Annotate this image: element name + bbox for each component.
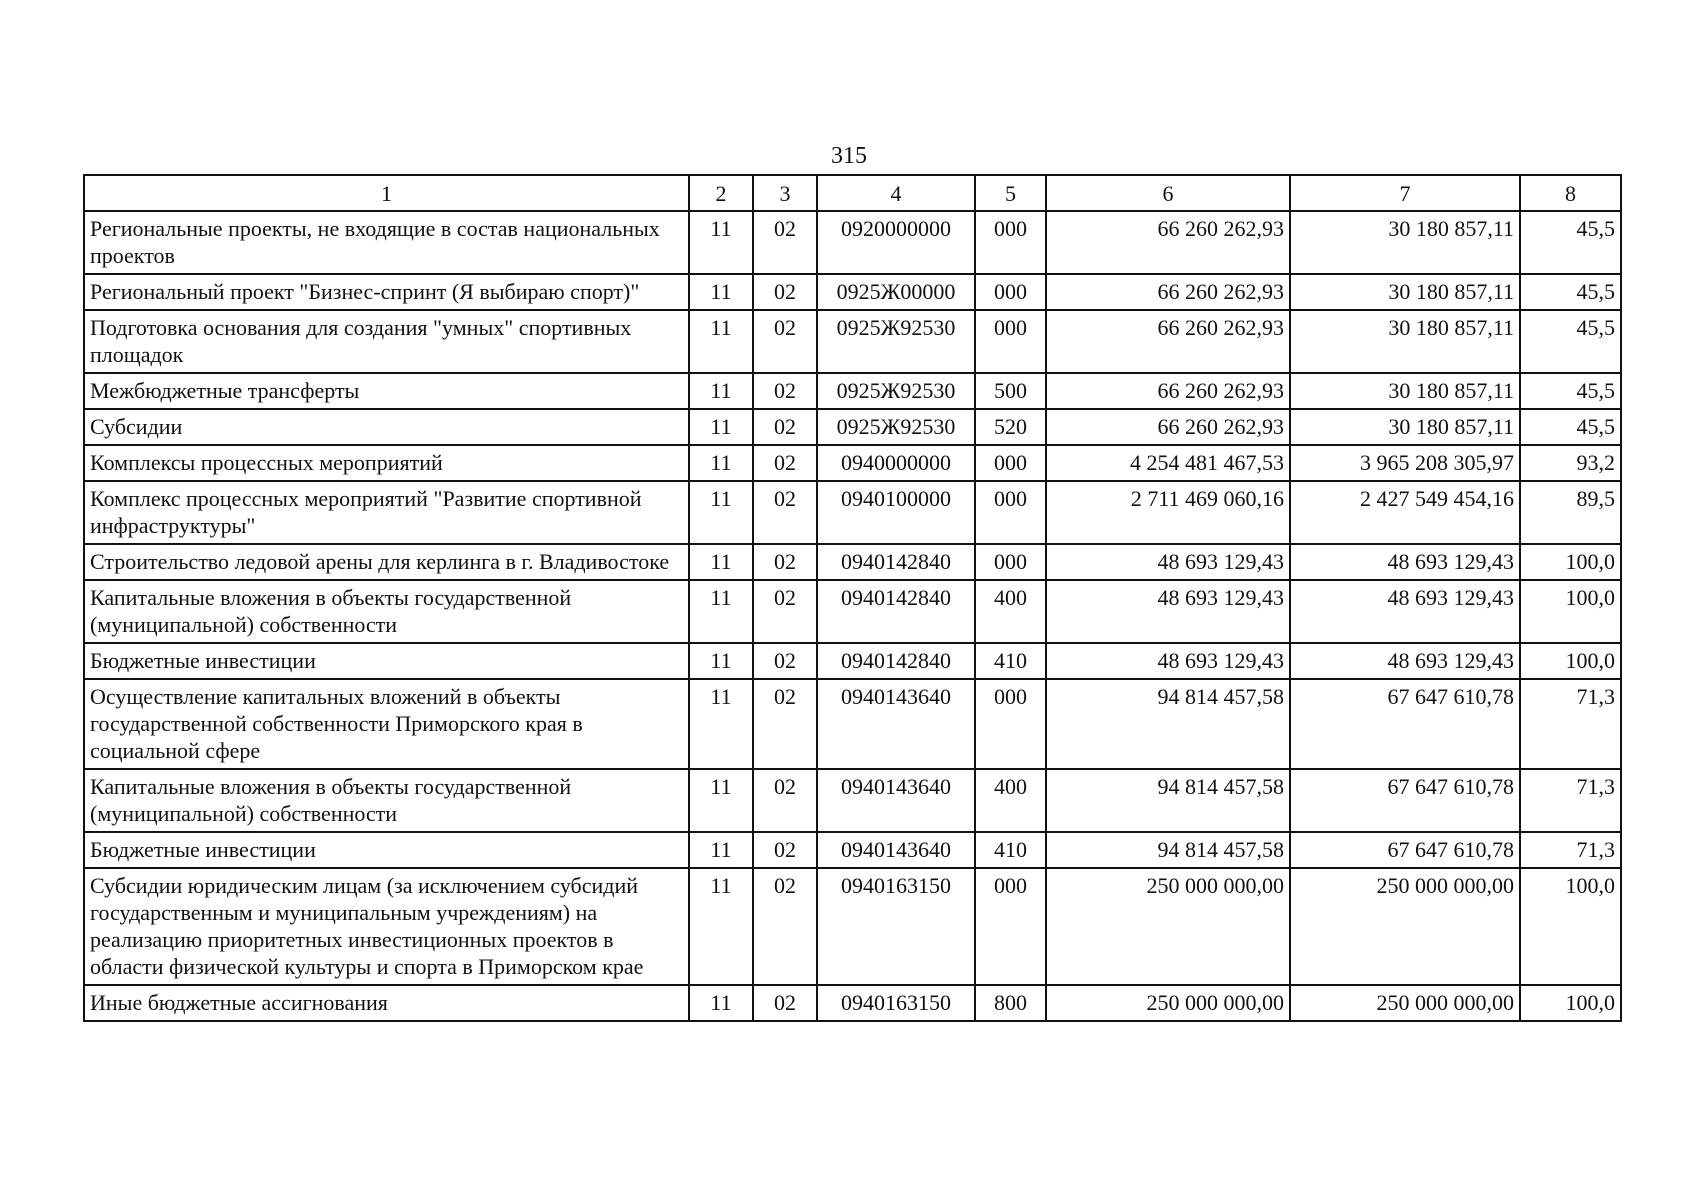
cell-expense-type: 400 <box>975 580 1046 643</box>
cell-section: 11 <box>689 373 753 409</box>
cell-amount-7: 30 180 857,11 <box>1290 373 1520 409</box>
cell-subsection: 02 <box>753 769 817 832</box>
cell-section: 11 <box>689 832 753 868</box>
cell-expense-type: 000 <box>975 211 1046 274</box>
cell-percent: 100,0 <box>1520 643 1621 679</box>
cell-expense-type: 410 <box>975 832 1046 868</box>
table-row <box>84 985 1621 1021</box>
table-row <box>84 580 1621 643</box>
cell-amount-6: 66 260 262,93 <box>1046 274 1290 310</box>
row-name: Комплексы процессных мероприятий <box>84 445 689 481</box>
cell-amount-7: 30 180 857,11 <box>1290 409 1520 445</box>
column-header: 4 <box>817 175 975 211</box>
cell-expense-type: 000 <box>975 679 1046 769</box>
cell-amount-6: 94 814 457,58 <box>1046 832 1290 868</box>
cell-percent: 45,5 <box>1520 211 1621 274</box>
cell-expense-type: 800 <box>975 985 1046 1021</box>
cell-percent: 100,0 <box>1520 868 1621 985</box>
cell-expense-type: 500 <box>975 373 1046 409</box>
row-name: Строительство ледовой арены для керлинга в г. Владивостоке <box>84 544 689 580</box>
row-name: Комплекс процессных мероприятий "Развитие спортивной инфраструктуры" <box>84 481 689 544</box>
cell-percent: 100,0 <box>1520 580 1621 643</box>
cell-amount-7: 30 180 857,11 <box>1290 211 1520 274</box>
row-name: Субсидии юридическим лицам (за исключением субсидий государственным и муниципальным учреждениям) на реализацию приоритетных инвестиционных проектов в области физической культуры и спорта в Приморском крае <box>84 868 689 985</box>
row-name: Капитальные вложения в объекты государственной (муниципальной) собственности <box>84 769 689 832</box>
cell-target-code: 0940142840 <box>817 643 975 679</box>
cell-amount-7: 2 427 549 454,16 <box>1290 481 1520 544</box>
table-row <box>84 274 1621 310</box>
cell-section: 11 <box>689 409 753 445</box>
cell-section: 11 <box>689 643 753 679</box>
cell-target-code: 0925Ж92530 <box>817 409 975 445</box>
cell-amount-6: 48 693 129,43 <box>1046 580 1290 643</box>
cell-amount-6: 94 814 457,58 <box>1046 769 1290 832</box>
cell-amount-7: 48 693 129,43 <box>1290 643 1520 679</box>
table-row <box>84 373 1621 409</box>
header-row <box>84 175 1621 211</box>
row-name: Региональные проекты, не входящие в состав национальных проектов <box>84 211 689 274</box>
cell-subsection: 02 <box>753 985 817 1021</box>
table-row <box>84 544 1621 580</box>
cell-section: 11 <box>689 274 753 310</box>
cell-section: 11 <box>689 985 753 1021</box>
cell-amount-6: 66 260 262,93 <box>1046 373 1290 409</box>
page-number: 315 <box>831 143 867 169</box>
row-name: Региональный проект "Бизнес-спринт (Я выбираю спорт)" <box>84 274 689 310</box>
table-row <box>84 679 1621 769</box>
column-header: 8 <box>1520 175 1621 211</box>
cell-amount-6: 94 814 457,58 <box>1046 679 1290 769</box>
cell-percent: 71,3 <box>1520 679 1621 769</box>
column-header: 3 <box>753 175 817 211</box>
cell-subsection: 02 <box>753 643 817 679</box>
cell-amount-6: 48 693 129,43 <box>1046 643 1290 679</box>
cell-amount-6: 66 260 262,93 <box>1046 409 1290 445</box>
cell-subsection: 02 <box>753 274 817 310</box>
cell-percent: 89,5 <box>1520 481 1621 544</box>
cell-target-code: 0940142840 <box>817 544 975 580</box>
cell-section: 11 <box>689 211 753 274</box>
cell-section: 11 <box>689 445 753 481</box>
column-header: 6 <box>1046 175 1290 211</box>
column-header: 5 <box>975 175 1046 211</box>
cell-amount-7: 250 000 000,00 <box>1290 868 1520 985</box>
row-name: Бюджетные инвестиции <box>84 832 689 868</box>
table-row <box>84 643 1621 679</box>
cell-amount-6: 48 693 129,43 <box>1046 544 1290 580</box>
cell-expense-type: 000 <box>975 544 1046 580</box>
row-name: Осуществление капитальных вложений в объекты государственной собственности Приморского края в социальной сфере <box>84 679 689 769</box>
table-row <box>84 211 1621 274</box>
cell-expense-type: 400 <box>975 769 1046 832</box>
cell-subsection: 02 <box>753 544 817 580</box>
cell-target-code: 0940143640 <box>817 832 975 868</box>
cell-target-code: 0940143640 <box>817 679 975 769</box>
cell-section: 11 <box>689 580 753 643</box>
cell-amount-6: 250 000 000,00 <box>1046 868 1290 985</box>
cell-section: 11 <box>689 769 753 832</box>
cell-section: 11 <box>689 544 753 580</box>
cell-expense-type: 000 <box>975 310 1046 373</box>
cell-expense-type: 520 <box>975 409 1046 445</box>
column-header: 1 <box>84 175 689 211</box>
cell-target-code: 0925Ж92530 <box>817 373 975 409</box>
cell-percent: 45,5 <box>1520 409 1621 445</box>
table-row <box>84 310 1621 373</box>
cell-amount-7: 30 180 857,11 <box>1290 310 1520 373</box>
table-row <box>84 832 1621 868</box>
cell-percent: 71,3 <box>1520 769 1621 832</box>
cell-target-code: 0940163150 <box>817 985 975 1021</box>
cell-section: 11 <box>689 310 753 373</box>
cell-target-code: 0940163150 <box>817 868 975 985</box>
cell-percent: 93,2 <box>1520 445 1621 481</box>
cell-target-code: 0920000000 <box>817 211 975 274</box>
cell-subsection: 02 <box>753 679 817 769</box>
cell-amount-6: 4 254 481 467,53 <box>1046 445 1290 481</box>
cell-amount-7: 67 647 610,78 <box>1290 679 1520 769</box>
cell-subsection: 02 <box>753 868 817 985</box>
cell-section: 11 <box>689 868 753 985</box>
table-row <box>84 769 1621 832</box>
cell-amount-7: 48 693 129,43 <box>1290 544 1520 580</box>
cell-target-code: 0940100000 <box>817 481 975 544</box>
column-header: 2 <box>689 175 753 211</box>
cell-expense-type: 000 <box>975 274 1046 310</box>
row-name: Межбюджетные трансферты <box>84 373 689 409</box>
cell-expense-type: 000 <box>975 481 1046 544</box>
row-name: Капитальные вложения в объекты государственной (муниципальной) собственности <box>84 580 689 643</box>
column-header: 7 <box>1290 175 1520 211</box>
cell-subsection: 02 <box>753 580 817 643</box>
cell-subsection: 02 <box>753 445 817 481</box>
cell-expense-type: 000 <box>975 868 1046 985</box>
cell-percent: 45,5 <box>1520 310 1621 373</box>
table-row <box>84 868 1621 985</box>
table-row <box>84 481 1621 544</box>
cell-target-code: 0940143640 <box>817 769 975 832</box>
cell-amount-7: 48 693 129,43 <box>1290 580 1520 643</box>
cell-target-code: 0940000000 <box>817 445 975 481</box>
cell-amount-6: 250 000 000,00 <box>1046 985 1290 1021</box>
cell-amount-7: 30 180 857,11 <box>1290 274 1520 310</box>
cell-subsection: 02 <box>753 409 817 445</box>
cell-section: 11 <box>689 481 753 544</box>
cell-subsection: 02 <box>753 481 817 544</box>
cell-percent: 100,0 <box>1520 985 1621 1021</box>
cell-amount-7: 67 647 610,78 <box>1290 832 1520 868</box>
cell-percent: 71,3 <box>1520 832 1621 868</box>
row-name: Бюджетные инвестиции <box>84 643 689 679</box>
row-name: Иные бюджетные ассигнования <box>84 985 689 1021</box>
cell-subsection: 02 <box>753 373 817 409</box>
cell-target-code: 0940142840 <box>817 580 975 643</box>
cell-amount-7: 250 000 000,00 <box>1290 985 1520 1021</box>
cell-expense-type: 410 <box>975 643 1046 679</box>
cell-percent: 45,5 <box>1520 373 1621 409</box>
cell-subsection: 02 <box>753 310 817 373</box>
table-row <box>84 409 1621 445</box>
cell-amount-7: 3 965 208 305,97 <box>1290 445 1520 481</box>
cell-percent: 100,0 <box>1520 544 1621 580</box>
cell-amount-6: 66 260 262,93 <box>1046 310 1290 373</box>
cell-amount-6: 2 711 469 060,16 <box>1046 481 1290 544</box>
cell-amount-7: 67 647 610,78 <box>1290 769 1520 832</box>
budget-table <box>83 174 1622 1022</box>
cell-target-code: 0925Ж92530 <box>817 310 975 373</box>
row-name: Подготовка основания для создания "умных" спортивных площадок <box>84 310 689 373</box>
table-row <box>84 445 1621 481</box>
cell-amount-6: 66 260 262,93 <box>1046 211 1290 274</box>
cell-expense-type: 000 <box>975 445 1046 481</box>
cell-subsection: 02 <box>753 832 817 868</box>
cell-section: 11 <box>689 679 753 769</box>
cell-subsection: 02 <box>753 211 817 274</box>
cell-percent: 45,5 <box>1520 274 1621 310</box>
cell-target-code: 0925Ж00000 <box>817 274 975 310</box>
row-name: Субсидии <box>84 409 689 445</box>
